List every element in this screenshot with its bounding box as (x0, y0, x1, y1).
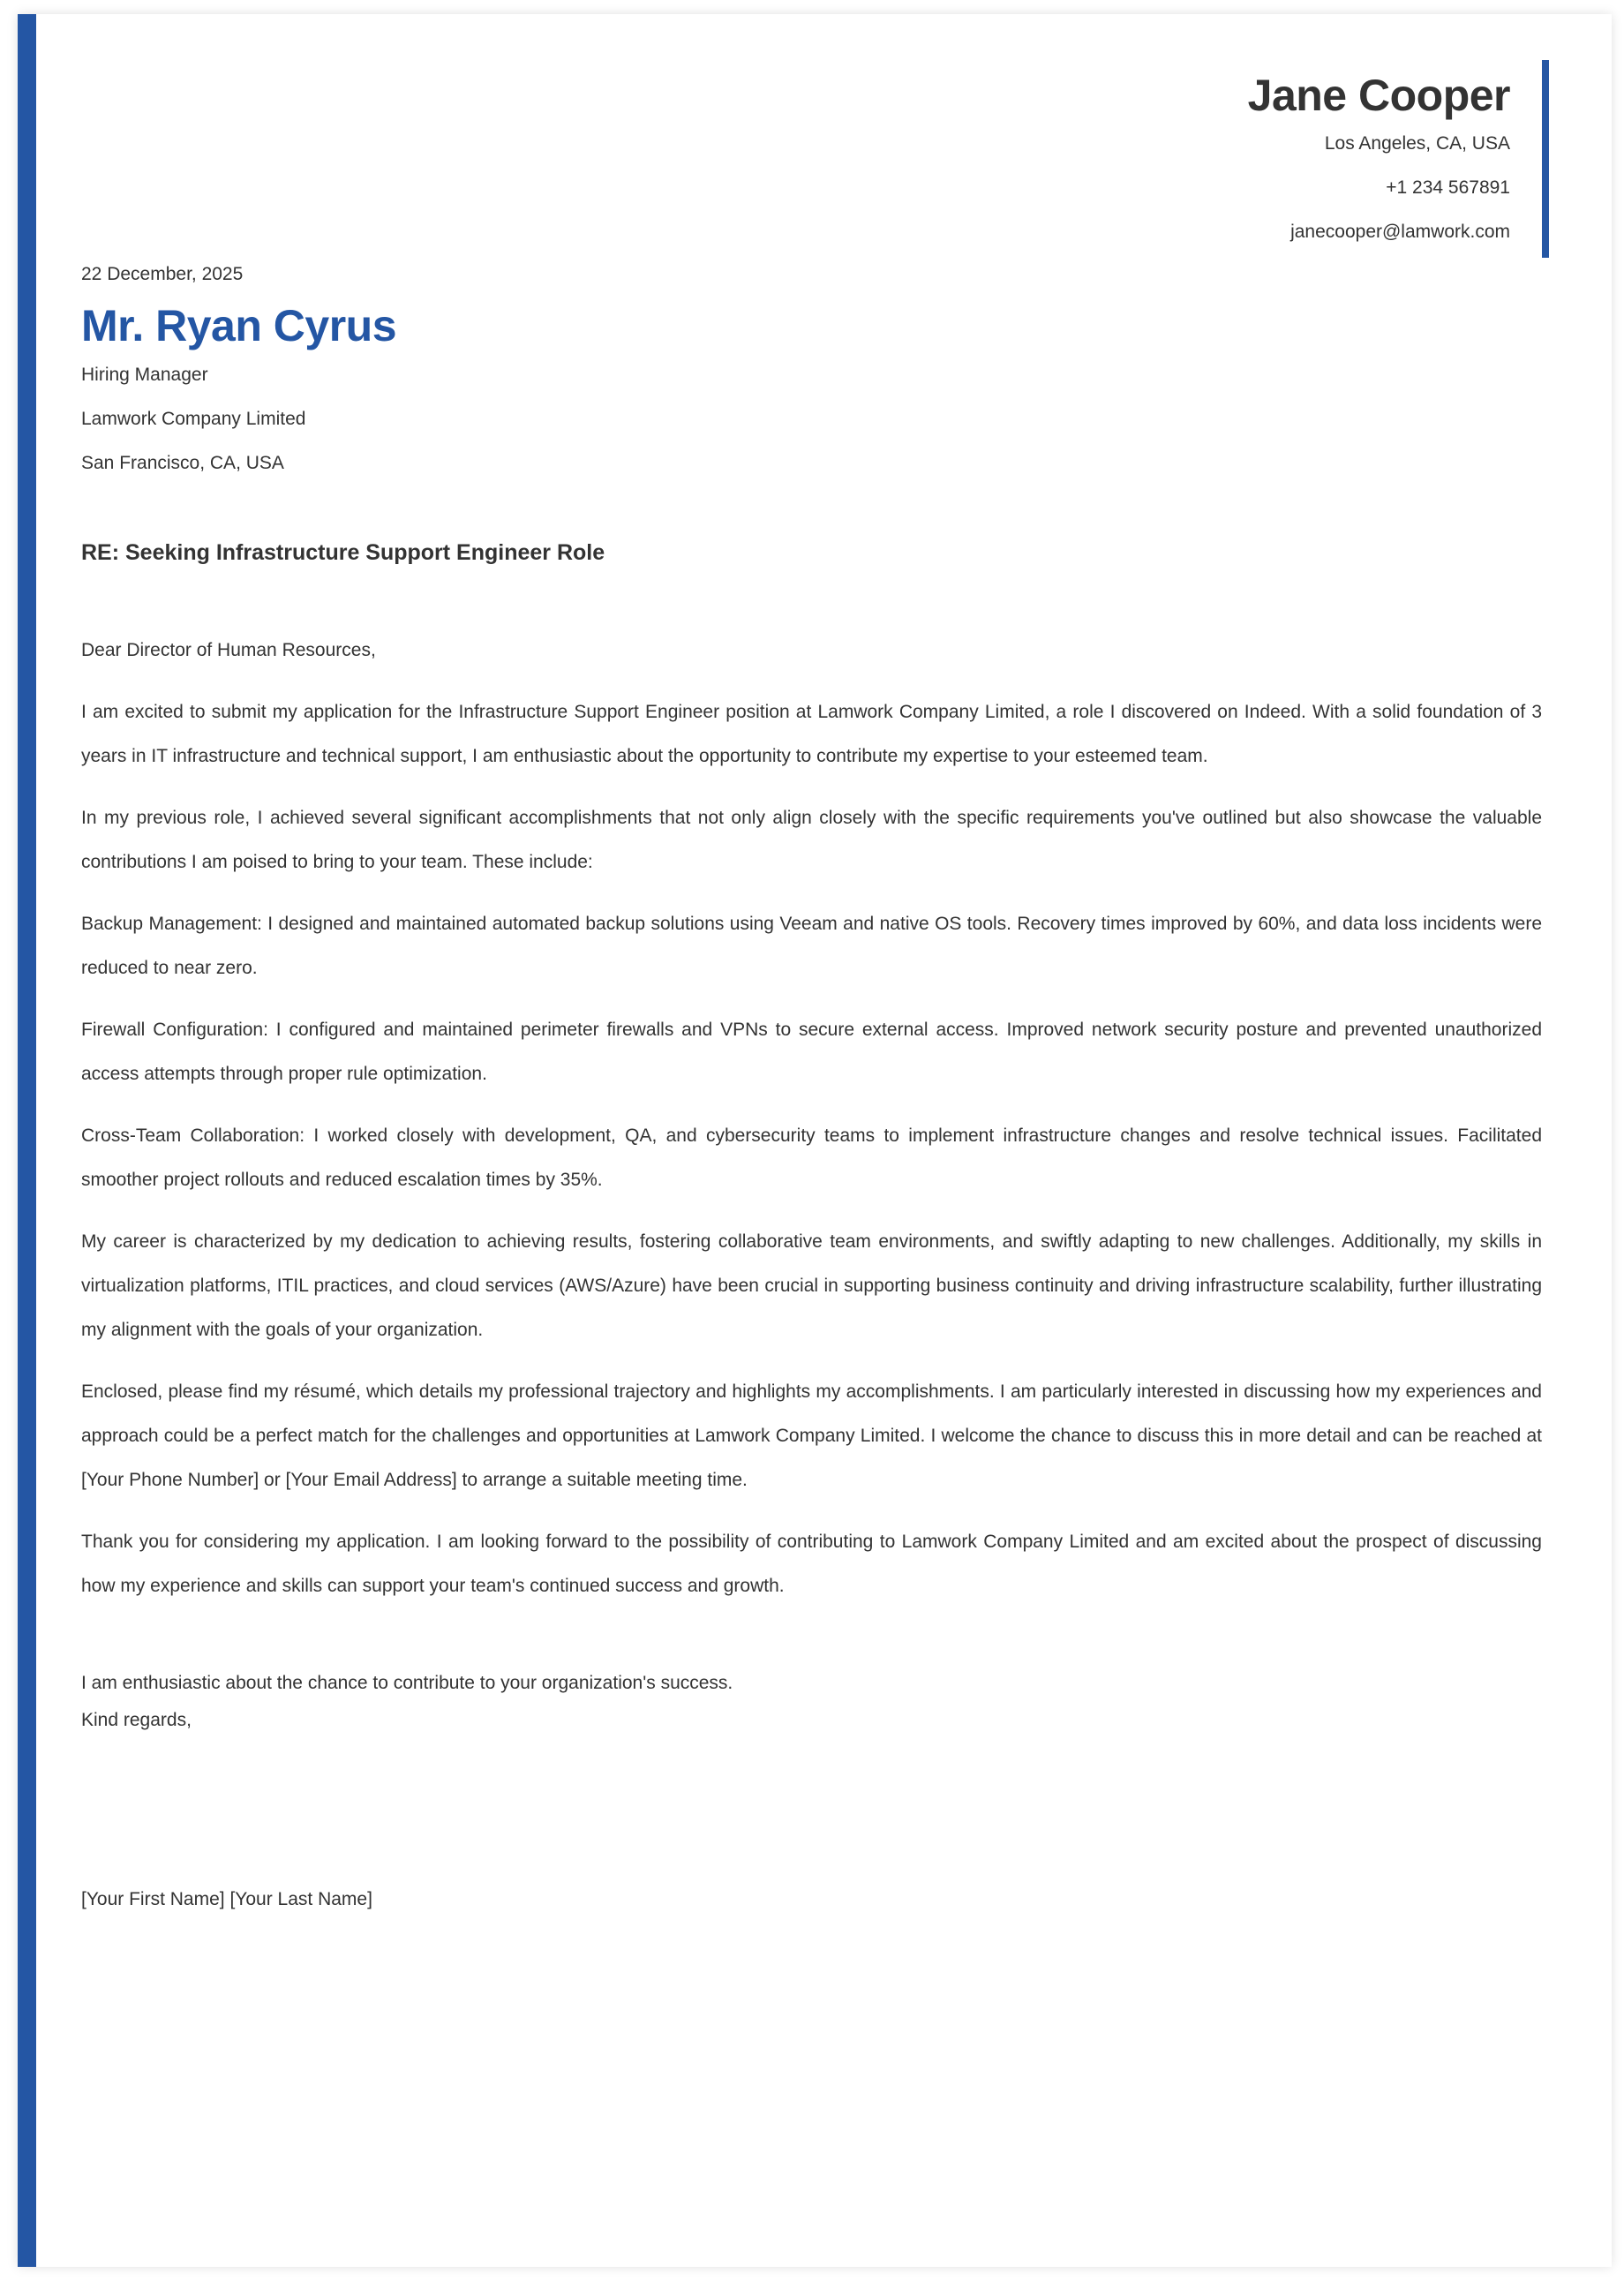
paragraph-firewall-configuration: Firewall Configuration: I configured and maintained perimeter firewalls and VPNs to secure external access. Improved network security posture and prevented unauthorized access attempts through proper rule optimization. (81, 1020, 1542, 1084)
paragraph-cross-team-collaboration: Cross-Team Collaboration: I worked closely with development, QA, and cybersecurity teams to implement infrastructure changes and resolve technical issues. Facilitated smoother project rollouts and reduced escalation times by 35%. (81, 1125, 1542, 1190)
recipient-block (81, 298, 1542, 486)
sender-name: Jane Cooper (1247, 71, 1510, 120)
paragraph-intro: I am excited to submit my application for the Infrastructure Support Engineer position at Lamwork Company Limited, a role I discovered on Indeed. With a solid foundation of 3 years in IT infrastructure and technical support, I am enthusiastic about the opportunity to contribute my expertise to your esteemed team. (81, 702, 1542, 766)
salutation: Dear Director of Human Resources, (81, 640, 376, 660)
paragraph-enclosed-resume: Enclosed, please find my résumé, which details my professional trajectory and highlights my accomplishments. I am particularly interested in discussing how my experiences and approach could be a perfect match for the challenges and opportunities at Lamwork Company Limited. I welcome the chance to discuss this in more detail and can be reached at [Your Phone Number] or [Your Email Address] to arrange a suitable meeting time. (81, 1381, 1542, 1490)
closing-line: I am enthusiastic about the chance to contribute to your organization's success. (81, 1673, 733, 1693)
paragraph-accomplishments: In my previous role, I achieved several significant accomplishments that not only align closely with the specific requirements you've outlined but also showcase the valuable contributions I am poised to bring to your team. These include: (81, 808, 1542, 872)
accent-sidebar-bar (18, 14, 36, 2267)
recipient-name: Mr. Ryan Cyrus (81, 301, 397, 350)
paragraph-thank-you: Thank you for considering my application. I am looking forward to the possibility of contributing to Lamwork Company Limited and am excited about the prospect of discussing how my experience and skills can support your team's continued success and growth. (81, 1532, 1542, 1596)
recipient-company: Lamwork Company Limited (81, 409, 306, 429)
closing-regards: Kind regards, (81, 1710, 192, 1730)
paragraph-career: My career is characterized by my dedication to achieving results, fostering collaborative team environments, and swiftly adapting to new challenges. Additionally, my skills in virtualization platforms, ITIL practices, and cloud services (AWS/Azure) have been crucial in supporting business continuity and driving infrastructure scalability, further illustrating my alignment with the goals of your organization. (81, 1231, 1542, 1340)
signature: [Your First Name] [Your Last Name] (81, 1889, 372, 1909)
letter-body (81, 261, 1542, 1917)
sender-header (1248, 60, 1549, 258)
closing-block (81, 1665, 1542, 1739)
recipient-location: San Francisco, CA, USA (81, 453, 284, 473)
paragraph-backup-management: Backup Management: I designed and maintained automated backup solutions using Veeam and native OS tools. Recovery times improved by 60%, and data loss incidents were reduced to near zero. (81, 914, 1542, 978)
sender-phone: +1 234 567891 (1386, 177, 1510, 198)
sender-location: Los Angeles, CA, USA (1324, 133, 1510, 154)
letter-date: 22 December, 2025 (81, 264, 244, 284)
sender-email: janecooper@lamwork.com (1290, 222, 1510, 242)
recipient-title: Hiring Manager (81, 365, 208, 385)
letter-page (18, 14, 1612, 2267)
letter-subject: RE: Seeking Infrastructure Support Engineer Role (81, 540, 605, 565)
